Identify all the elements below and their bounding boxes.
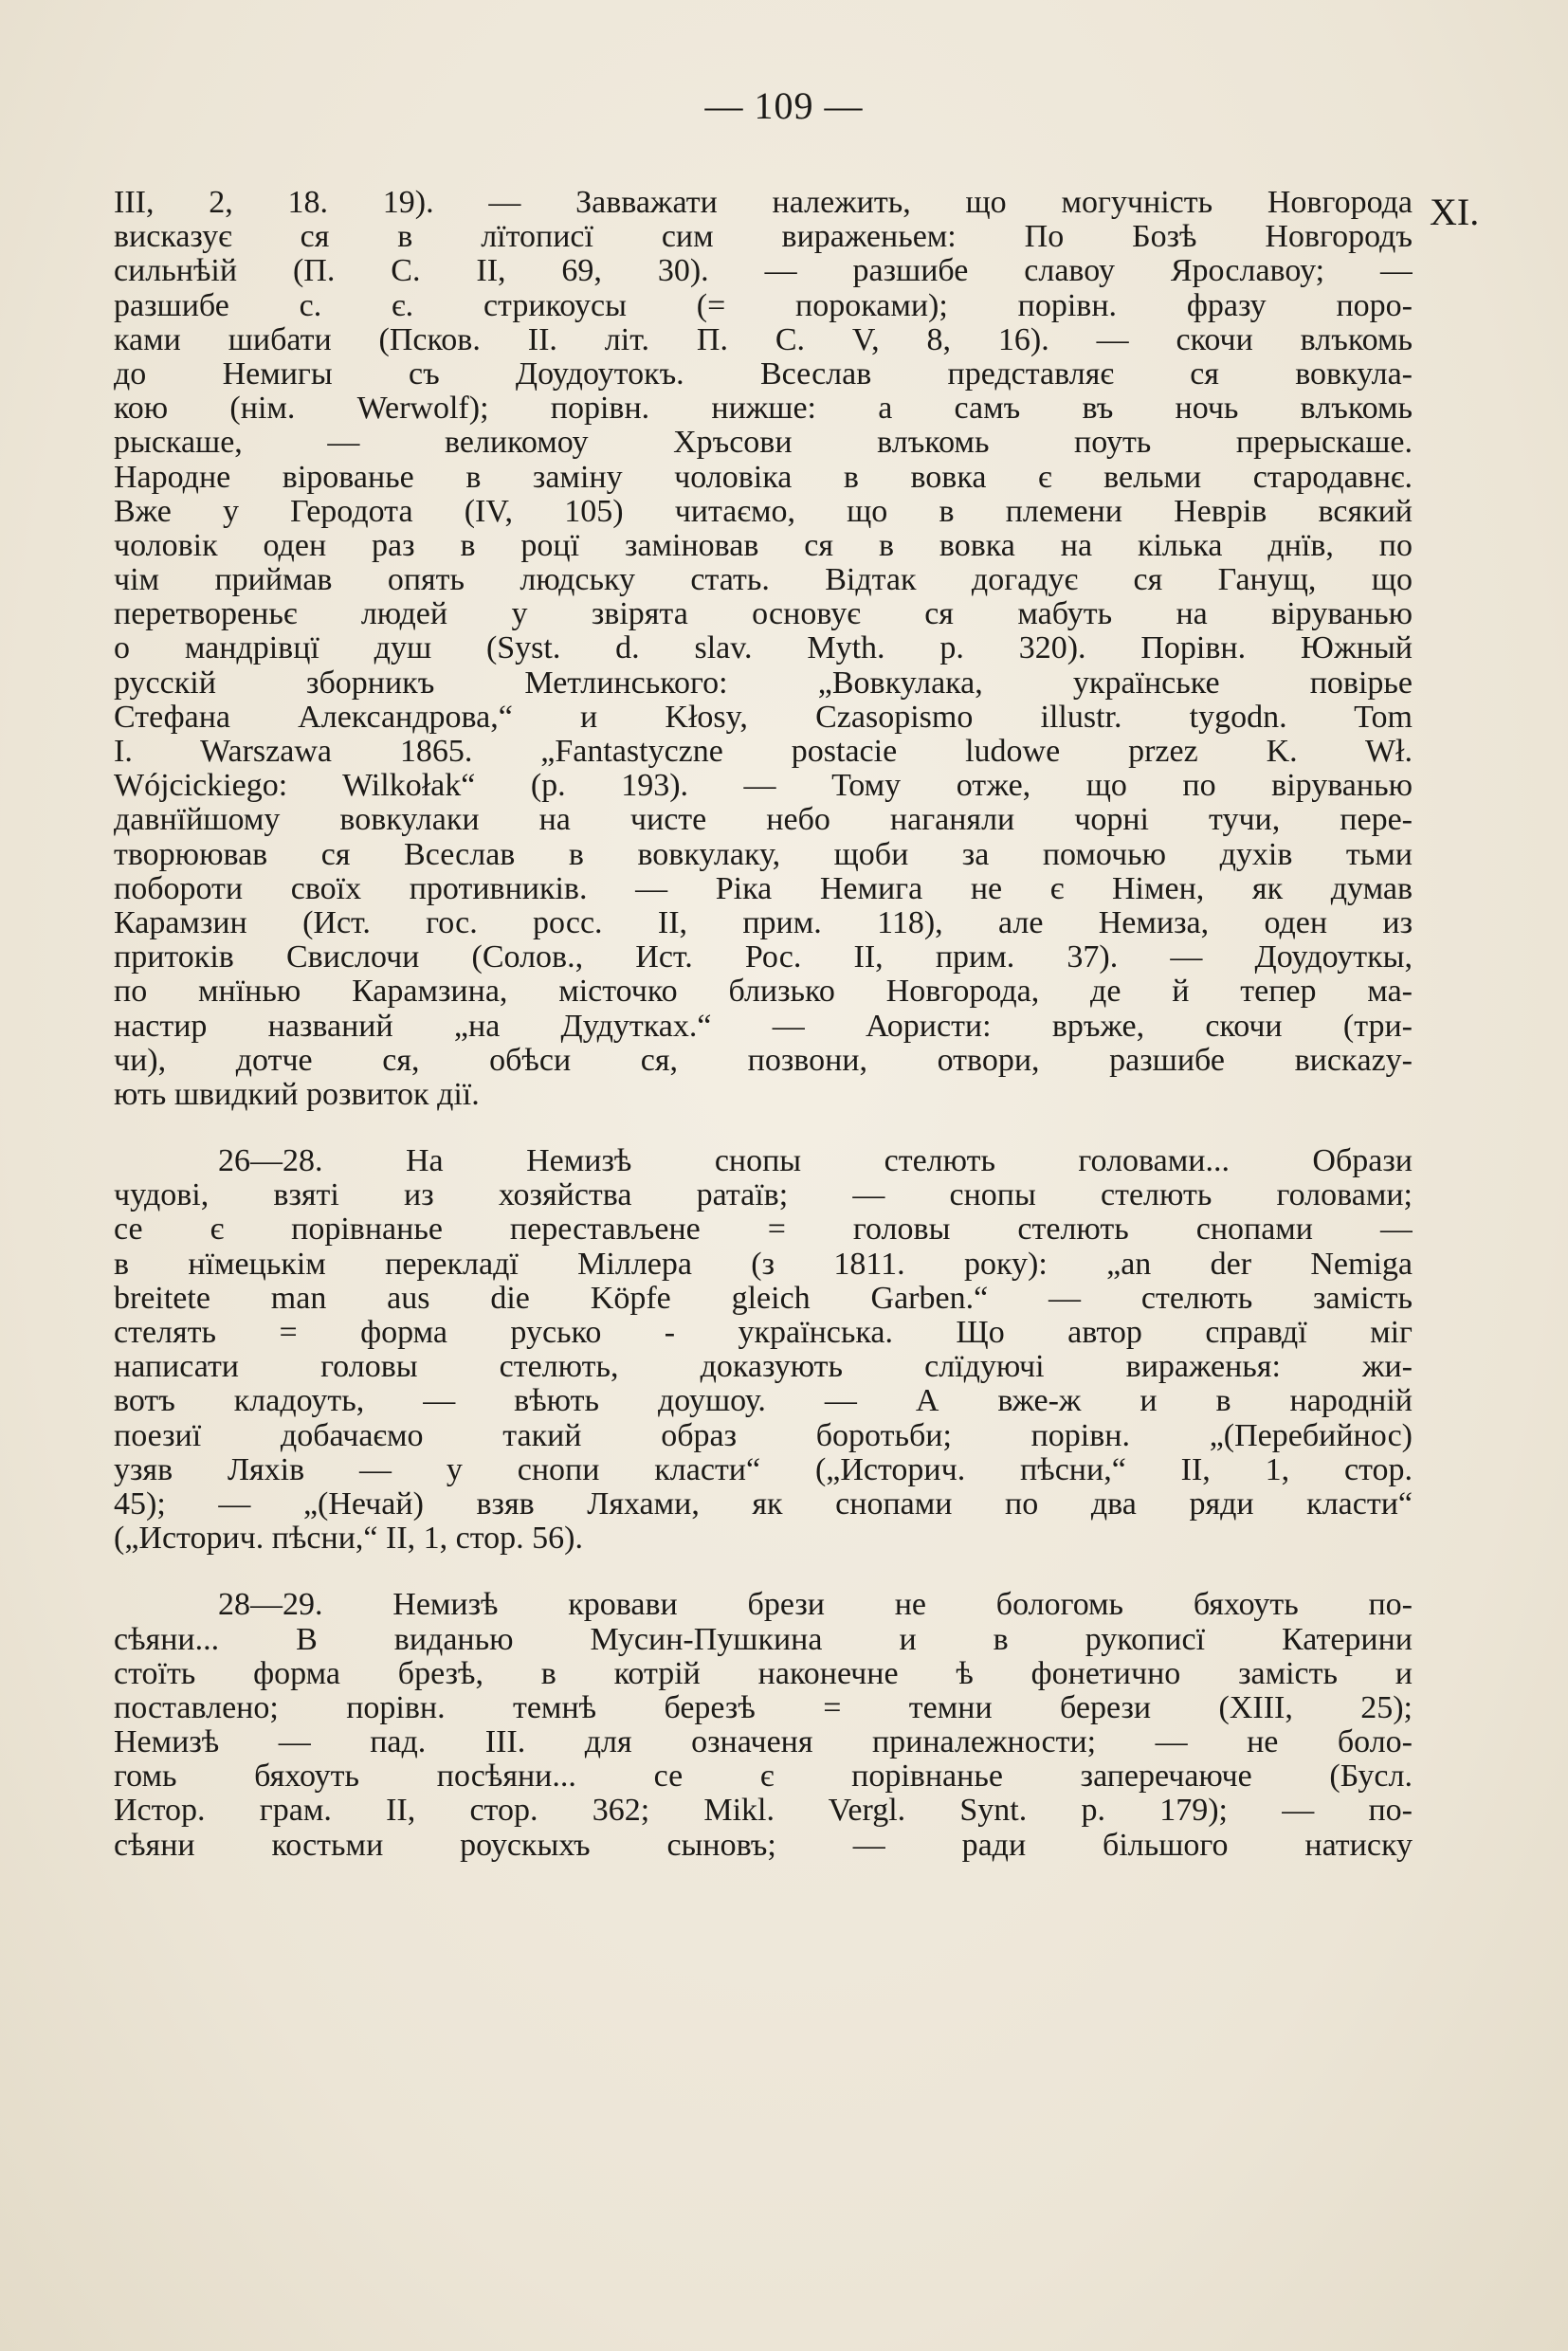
text-line: се є порівнанье перестављене = головы стелють снопами — (114, 1212, 1413, 1248)
text-line: настир названий „на Дудутках.“ — Аористи: връже, скочи (три- (114, 1009, 1413, 1044)
text-line: перетвореньє людей у звірята основує ся мабуть на віруванью (114, 597, 1413, 632)
text-line: побороти своїх противників. — Ріка Немига не є Німен, як думав (114, 871, 1413, 906)
text-line: Народне вірованье в заміну чоловіка в вовка є вельми стародавнє. (114, 460, 1413, 495)
text-line: чім приймав опять людську стать. Відтак догадує ся Ганущ, що (114, 563, 1413, 598)
text-line: по мнїнью Карамзина, місточко близько Новгорода, де й тепер ма- (114, 975, 1413, 1010)
paragraph-2 (114, 1144, 1413, 1556)
text-line: 28—29. Немизѣ кровави брези не бологомь бяхоуть по- (218, 1588, 1413, 1623)
text-line: написати головы стелють, доказують слїдуючі вираженья: жи- (114, 1350, 1413, 1385)
text-line: узяв Ляхів — у снопи класти“ („Историч. пѣсни,“ II, 1, стор. (114, 1452, 1413, 1487)
text-line: Стефана Александрова,“ и Kłosy, Czasopismo illustr. tygodn. Tom (114, 700, 1413, 735)
paragraph-1 (114, 186, 1413, 1112)
text-line: („Историч. пѣсни,“ II, 1, стор. 56). (114, 1522, 583, 1557)
margin-note: XI. (1430, 191, 1480, 233)
text-line: сѣяни... В виданью Мусин-Пушкина и в рукописї Катерини (114, 1622, 1413, 1657)
paragraph-3 (114, 1588, 1413, 1863)
text-line: Карамзин (Ист. гос. росс. II, прим. 118), але Немиза, оден из (114, 905, 1413, 940)
paragraph-gap (114, 1112, 1413, 1144)
text-line: притоків Свислочи (Солов., Ист. Рос. II, прим. 37). — Доудоуткы, (114, 940, 1413, 975)
text-line: о мандрівцї душ (Syst. d. slav. Myth. p. 320). Порівн. Южный (114, 631, 1413, 666)
text-line: Wójcickiego: Wilkołak“ (p. 193). — Тому отже, що по віруванью (114, 769, 1413, 804)
text-line: breitete man aus die Köpfe gleich Garben.“ — стелють замість (114, 1281, 1413, 1316)
text-line: поставлено; порівн. темнѣ березѣ = темни берези (XIII, 25); (114, 1690, 1413, 1725)
text-line: кою (нім. Werwolf); порівн. нижше: а самъ въ ночь влъкомь (114, 392, 1413, 427)
text-line: в нїмецькім перекладї Міллера (з 1811. року): „an der Nemiga (114, 1247, 1413, 1282)
text-line: 45); — „(Нечай) взяв Ляхами, як снопами по два ряди класти“ (114, 1486, 1413, 1522)
text-line: чи), дотче ся, обѣси ся, позвони, отвори, разшибе вискazу- (114, 1043, 1413, 1078)
text-line: вотъ кладоуть, — вѣють доушоу. — А вже-ж и в народній (114, 1384, 1413, 1419)
paragraph-gap (114, 1556, 1413, 1588)
text-line: русскій зборникъ Метлинського: „Вовкулака, українське повірье (114, 665, 1413, 701)
text-line: висказує ся в лїтописї сим вираженьем: По Бозѣ Новгородъ (114, 220, 1413, 255)
text-line: давнїйшому вовкулаки на чисте небо наганяли чорні тучи, пере- (114, 803, 1413, 838)
text-line: сѣяни костьми роускыхъ сыновъ; — ради більшого натиску (114, 1828, 1413, 1863)
text-line: III, 2, 18. 19). — Завважати належить, що могучність Новгорода (114, 186, 1413, 220)
page-number: — 109 — (704, 84, 864, 127)
text-line: стоїть форма брезѣ, в котрій наконечне ѣ фонетично замість и (114, 1656, 1413, 1691)
text-line: ють швидкий розвиток дії. (114, 1077, 480, 1112)
text-line: Вже у Геродота (IV, 105) читаємо, що в племени Неврів всякий (114, 494, 1413, 529)
text-line: сильнѣій (П. С. II, 69, 30). — разшибе славоу Ярославоу; — (114, 254, 1413, 289)
text-line: до Немигы съ Доудоутокъ. Всеслав представляє ся вовкула- (114, 356, 1413, 392)
body-text (114, 186, 1413, 1863)
text-line: 26—28. На Немизѣ снопы стелють головами... Образи (218, 1144, 1413, 1179)
text-line: рыскаше, — великомоу Хръсови влъкомь поуть прерыскаше. (114, 426, 1413, 461)
text-line: Истор. грам. II, стор. 362; Mikl. Vergl. Synt. p. 179); — по- (114, 1794, 1413, 1829)
text-line: стелять = форма русько - українська. Що автор справдї міг (114, 1316, 1413, 1350)
text-line: чоловік оден раз в роцї заміновав ся в вовка на кілька днїв, по (114, 528, 1413, 563)
text-line: поезиї добачаємо такий образ боротьби; порівн. „(Перебийнос) (114, 1418, 1413, 1453)
text-line: гомь бяхоуть посѣяни... се є порівнанье заперечаюче (Бусл. (114, 1759, 1413, 1795)
text-line: ками шибати (Псков. II. літ. П. С. V, 8, 16). — скочи влъкомь (114, 322, 1413, 357)
text-line: творюював ся Всеслав в вовкулаку, щоби за помочью духів тьми (114, 837, 1413, 872)
text-line: Немизѣ — пад. III. для означеня приналежности; — не боло- (114, 1725, 1413, 1760)
text-line: чудові, взяті из хозяйства ратаїв; — снопы стелють головами; (114, 1178, 1413, 1213)
text-line: разшибе с. є. стрикоусы (= пороками); порівн. фразу поро- (114, 288, 1413, 323)
text-line: I. Warszawa 1865. „Fantastyczne postacie ludowe przez K. Wł. (114, 735, 1413, 769)
